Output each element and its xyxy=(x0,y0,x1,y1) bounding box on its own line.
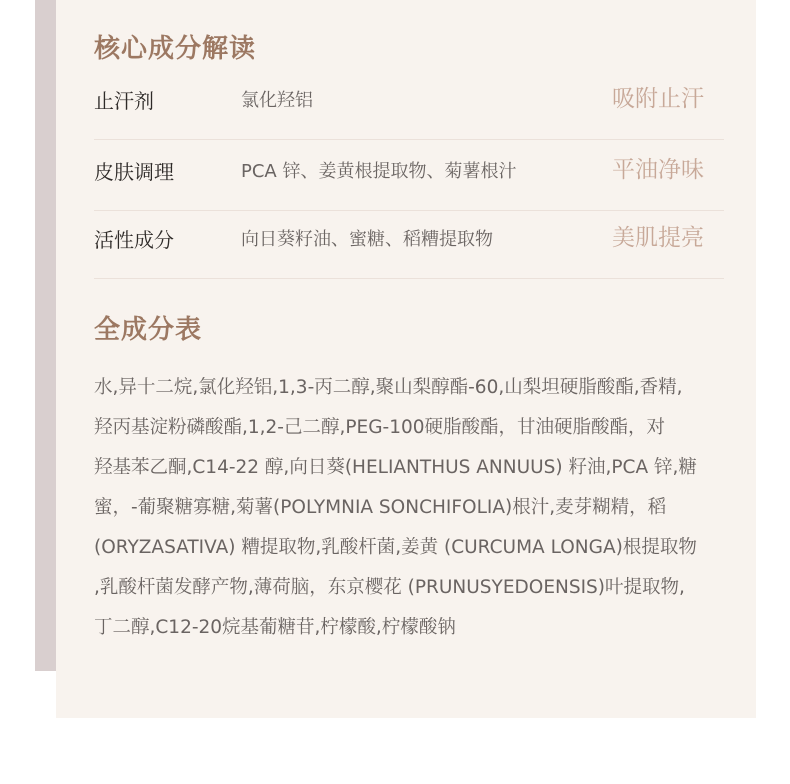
full-ingredients-title: 全成分表 xyxy=(94,315,203,345)
full-ingredient-list: 水,异十二烷,氯化羟铝,1,3-丙二醇,聚山梨醇酯-60,山梨坦硬脂酸酯,香精, 羟丙基淀粉磷酸酯,1,2-己二醇,PEG-100硬脂酸酯，甘油硬脂酸酯，对 羟基苯乙酮,C14-22 醇,向日葵(HELIANTHUS ANNUUS) 籽油,PCA 锌,糖 蜜，-葡聚糖寡糖,菊薯(POLYMNIA SONCHIFOLIA)根汁,麦芽糊精，稻 (ORYZASATIVA) 糟提取物,乳酸杆菌,姜黄 (CURCUMA LONGA)根提取物 ,乳酸杆菌发酵产物,薄荷脑，东京樱花 (PRUNUSYEDOENSIS)叶提取物, 丁二醇,C12-20烷基葡糖苷,柠檬酸,柠檬酸钠 xyxy=(94,377,697,638)
row-effect: 吸附止汗 xyxy=(612,86,704,112)
row-category: 止汗剂 xyxy=(94,89,154,113)
row-ingredients: 氯化羟铝 xyxy=(241,90,313,111)
decorative-side-bar xyxy=(35,0,56,671)
ingredient-row xyxy=(94,71,724,140)
row-effect: 美肌提亮 xyxy=(612,225,704,251)
row-ingredients: 向日葵籽油、蜜糖、稻糟提取物 xyxy=(241,229,493,250)
core-ingredients-title: 核心成分解读 xyxy=(94,34,257,64)
row-category: 皮肤调理 xyxy=(94,160,174,184)
row-effect: 平油净味 xyxy=(612,157,704,183)
row-ingredients: PCA 锌、姜黄根提取物、菊薯根汁 xyxy=(241,161,517,182)
ingredient-row xyxy=(94,210,724,279)
row-category: 活性成分 xyxy=(94,228,174,252)
ingredient-row xyxy=(94,142,724,211)
